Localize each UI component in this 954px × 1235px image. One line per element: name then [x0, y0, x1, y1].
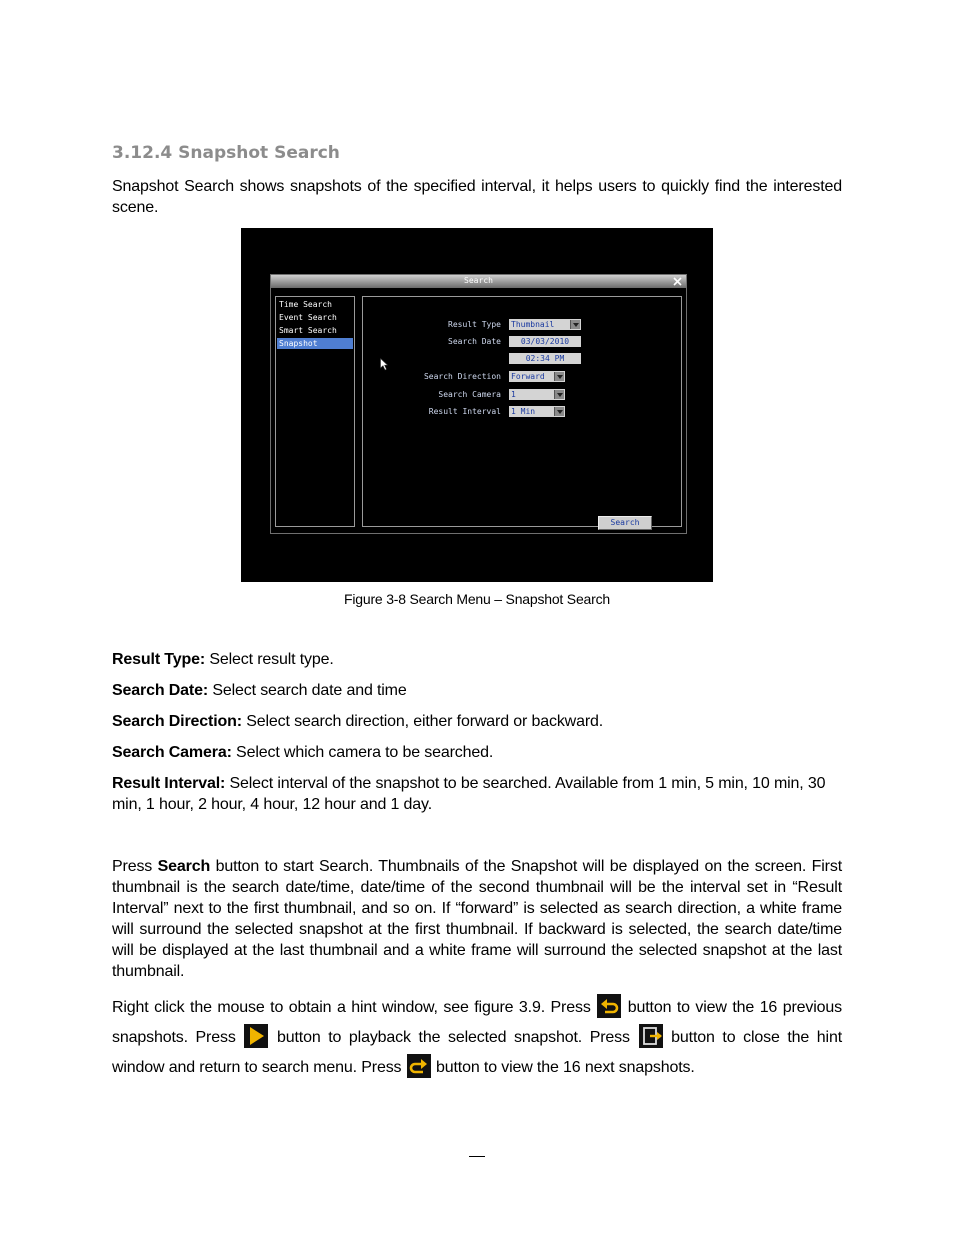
definition-result-interval — [112, 773, 847, 815]
definition-term: Result Type: — [112, 651, 206, 668]
figure-caption: Figure 3-8 Search Menu – Snapshot Search — [344, 591, 610, 607]
definition-desc: Select interval of the snapshot to be searched. Available from 1 min, 5 min, 10 min, 30 min, 1 hour, 2 hour, 4 hour, 12 hour and 1 day. — [112, 775, 826, 813]
result-interval-label: Result Interval — [428, 407, 501, 416]
result-type-value: Thumbnail — [511, 320, 555, 329]
chevron-down-icon — [554, 372, 564, 381]
dialog-titlebar — [271, 275, 686, 288]
section-heading: 3.12.4 Snapshot Search — [112, 143, 340, 163]
definition-term: Result Interval: — [112, 775, 226, 792]
definition-term: Search Direction: — [112, 713, 242, 730]
search-time-field[interactable]: 02:34 PM — [509, 353, 581, 364]
chevron-down-icon — [570, 320, 580, 329]
text-run: Press — [112, 858, 158, 875]
close-icon[interactable] — [672, 276, 683, 287]
search-direction-select[interactable] — [509, 371, 565, 382]
text-run: button to view the 16 previous snapshots. Press — [112, 999, 842, 1046]
search-instructions-paragraph — [112, 856, 842, 982]
text-run: button to playback the selected snapshot. Press — [269, 1029, 638, 1046]
definition-desc: Select search direction, either forward or backward. — [241, 713, 604, 730]
text-run: button to view the 16 next snapshots. — [431, 1059, 695, 1076]
menu-item-event-search[interactable]: Event Search — [279, 313, 337, 322]
definition-desc: Select result type. — [205, 651, 334, 668]
chevron-down-icon — [554, 407, 564, 416]
play-icon — [244, 1024, 268, 1048]
intro-paragraph: Snapshot Search shows snapshots of the specified interval, it helps users to quickly find the interested scene. — [112, 178, 842, 216]
text-run: button to start Search. Thumbnails of the Snapshot will be displayed on the screen. First thumbnail is the search date/time, date/time of the second thumbnail will be the interval set in “Result Interval” next to the first thumbnail, and so on. If “forward” is selected as search direction, a white frame will surround the selected snapshot at the first thumbnail. If backward is selected, the search date/time will be displayed at the last thumbnail and a white frame will surround the selected snapshot at the last thumbnail. — [112, 858, 842, 980]
chevron-down-icon — [554, 390, 564, 399]
search-keyword: Search — [157, 858, 211, 875]
definition-search-camera — [112, 742, 847, 763]
definition-desc: Select which camera to be searched. — [231, 744, 494, 761]
result-type-label: Result Type — [448, 320, 501, 329]
dialog-title: Search — [464, 276, 493, 285]
search-form-panel — [362, 296, 682, 527]
search-camera-select[interactable] — [509, 389, 565, 400]
menu-item-snapshot[interactable]: Snapshot — [277, 338, 353, 349]
definition-search-date — [112, 680, 847, 701]
definition-term: Search Date: — [112, 682, 209, 699]
definition-term: Search Camera: — [112, 744, 232, 761]
text-run: Right click the mouse to obtain a hint window, see figure 3.9. Press — [112, 999, 597, 1016]
hint-window-paragraph — [112, 993, 842, 1083]
definition-result-type — [112, 649, 847, 670]
page-number-line — [469, 1156, 485, 1157]
search-direction-label: Search Direction — [423, 372, 501, 381]
menu-item-smart-search[interactable]: Smart Search — [279, 326, 337, 335]
search-camera-value: 1 — [511, 390, 516, 399]
search-menu-screenshot — [241, 228, 713, 582]
search-dialog — [270, 274, 687, 534]
result-interval-select[interactable] — [509, 406, 565, 417]
search-camera-label: Search Camera — [438, 390, 501, 399]
text-run: button to close the hint window and return to search menu. Press — [112, 1029, 842, 1076]
definition-desc: Select search date and time — [208, 682, 407, 699]
search-date-field[interactable]: 03/03/2010 — [509, 336, 581, 347]
exit-icon — [639, 1024, 663, 1048]
result-interval-value: 1 Min — [511, 407, 536, 416]
menu-item-time-search[interactable]: Time Search — [279, 300, 332, 309]
next-page-icon — [407, 1054, 431, 1078]
definition-search-direction — [112, 711, 847, 732]
search-button[interactable]: Search — [598, 516, 652, 530]
result-type-select[interactable] — [509, 319, 581, 330]
previous-page-icon — [597, 994, 621, 1018]
search-date-label: Search Date — [448, 337, 501, 346]
search-direction-value: Forward — [511, 372, 545, 381]
search-type-menu — [275, 296, 355, 527]
